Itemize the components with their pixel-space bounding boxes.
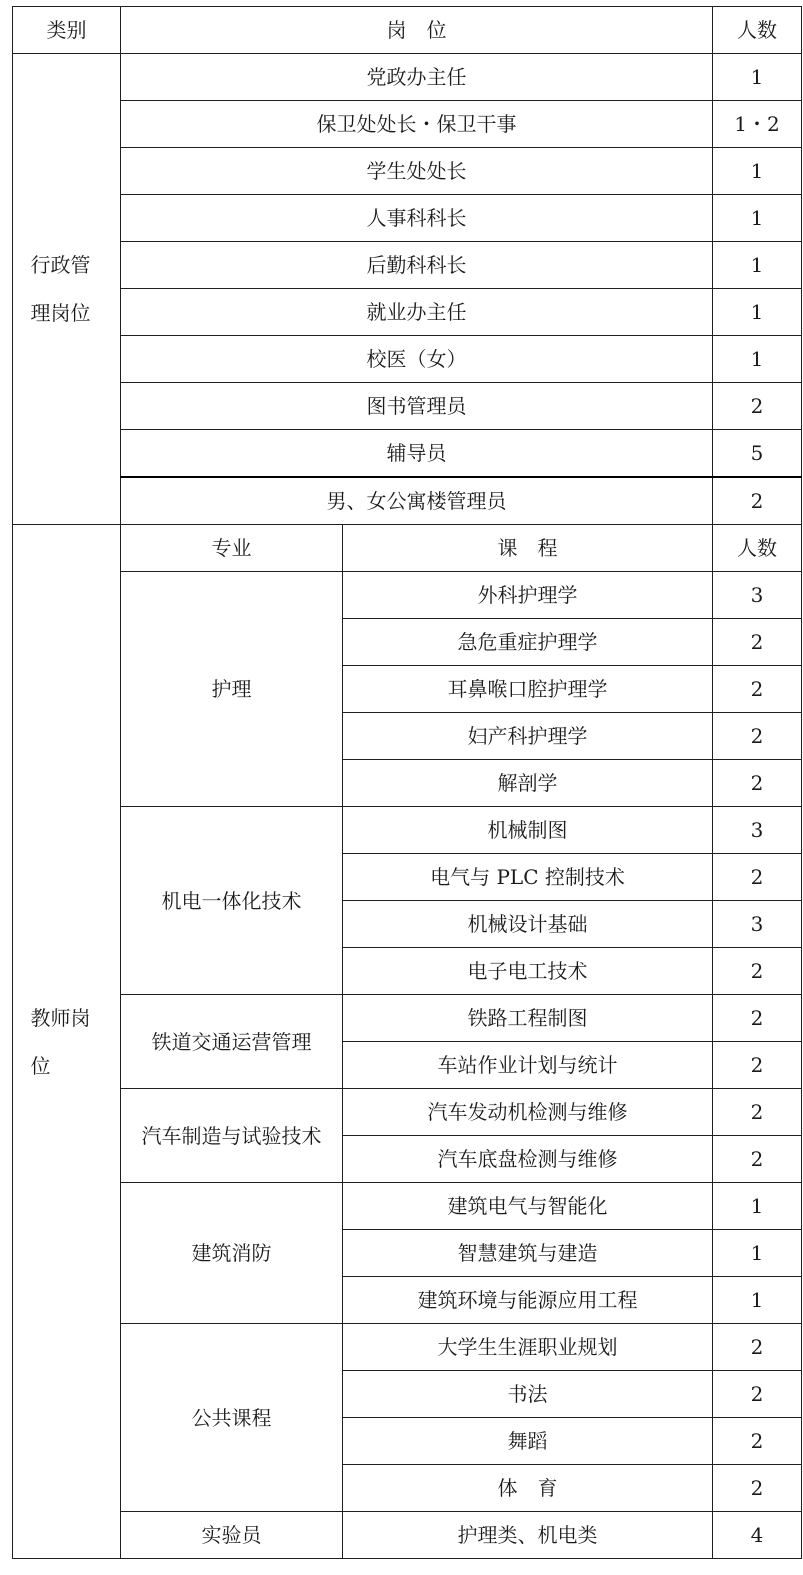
- recruitment-table: [12, 6, 802, 1559]
- admin-position: 后勤科科长: [121, 242, 713, 289]
- admin-row: [13, 195, 802, 242]
- admin-position: 学生处处长: [121, 148, 713, 195]
- major-cell: 建筑消防: [121, 1183, 343, 1324]
- course-row: [13, 1324, 802, 1371]
- course-row: [13, 572, 802, 619]
- course-count: 1: [713, 1183, 802, 1230]
- admin-count: 2: [713, 477, 802, 525]
- course-cell: 耳鼻喉口腔护理学: [343, 666, 713, 713]
- admin-row: [13, 477, 802, 525]
- major-cell: 机电一体化技术: [121, 807, 343, 995]
- admin-position: 人事科科长: [121, 195, 713, 242]
- header-count: 人数: [713, 7, 802, 54]
- subheader-course: 课 程: [343, 525, 713, 572]
- admin-position: 图书管理员: [121, 383, 713, 430]
- course-row: [13, 1512, 802, 1559]
- major-cell: 实验员: [121, 1512, 343, 1559]
- admin-row: [13, 242, 802, 289]
- admin-count: 2: [713, 383, 802, 430]
- major-cell: 公共课程: [121, 1324, 343, 1512]
- course-row: [13, 1183, 802, 1230]
- course-cell: 铁路工程制图: [343, 995, 713, 1042]
- admin-row: [13, 148, 802, 195]
- course-cell: 机械制图: [343, 807, 713, 854]
- admin-count: 1: [713, 336, 802, 383]
- admin-row: [13, 383, 802, 430]
- subheader-major: 专业: [121, 525, 343, 572]
- admin-position: 辅导员: [121, 430, 713, 478]
- course-count: 2: [713, 1042, 802, 1089]
- course-count: 1: [713, 1230, 802, 1277]
- course-cell: 解剖学: [343, 760, 713, 807]
- admin-position: 党政办主任: [121, 54, 713, 101]
- header-position: 岗 位: [121, 7, 713, 54]
- course-count: 2: [713, 1324, 802, 1371]
- course-count: 2: [713, 713, 802, 760]
- admin-row: [13, 336, 802, 383]
- course-count: 1: [713, 1277, 802, 1324]
- teacher-subheader-row: [13, 525, 802, 572]
- admin-row: [13, 289, 802, 336]
- course-cell: 外科护理学: [343, 572, 713, 619]
- course-cell: 大学生生涯职业规划: [343, 1324, 713, 1371]
- admin-count: 1: [713, 148, 802, 195]
- teacher-category-label: 教师岗位: [30, 1005, 91, 1078]
- admin-category: [13, 54, 121, 525]
- course-count: 4: [713, 1512, 802, 1559]
- admin-count: 1: [713, 54, 802, 101]
- admin-position: 校医（女）: [121, 336, 713, 383]
- course-count: 2: [713, 1136, 802, 1183]
- course-count: 2: [713, 666, 802, 713]
- course-cell: 电气与 PLC 控制技术: [343, 854, 713, 901]
- course-cell: 体 育: [343, 1465, 713, 1512]
- course-count: 3: [713, 901, 802, 948]
- course-count: 2: [713, 1089, 802, 1136]
- course-row: [13, 995, 802, 1042]
- course-count: 2: [713, 854, 802, 901]
- course-cell: 汽车发动机检测与维修: [343, 1089, 713, 1136]
- admin-count: 1: [713, 195, 802, 242]
- course-cell: 护理类、机电类: [343, 1512, 713, 1559]
- admin-row: [13, 54, 802, 101]
- course-cell: 建筑环境与能源应用工程: [343, 1277, 713, 1324]
- course-row: [13, 1089, 802, 1136]
- course-cell: 妇产科护理学: [343, 713, 713, 760]
- teacher-category: [13, 525, 121, 1559]
- course-cell: 电子电工技术: [343, 948, 713, 995]
- major-cell: 汽车制造与试验技术: [121, 1089, 343, 1183]
- course-count: 2: [713, 948, 802, 995]
- admin-count: 1: [713, 289, 802, 336]
- course-count: 2: [713, 760, 802, 807]
- major-cell: 护理: [121, 572, 343, 807]
- table-body: [13, 7, 802, 1559]
- course-cell: 机械设计基础: [343, 901, 713, 948]
- admin-position: 保卫处处长・保卫干事: [121, 101, 713, 148]
- admin-category-label: 行政管理岗位: [30, 253, 91, 325]
- admin-count: 1・2: [713, 101, 802, 148]
- header-row: [13, 7, 802, 54]
- course-row: [13, 807, 802, 854]
- major-cell: 铁道交通运营管理: [121, 995, 343, 1089]
- admin-count: 1: [713, 242, 802, 289]
- admin-row: [13, 101, 802, 148]
- course-cell: 急危重症护理学: [343, 619, 713, 666]
- admin-count: 5: [713, 430, 802, 478]
- course-count: 3: [713, 807, 802, 854]
- course-count: 2: [713, 1371, 802, 1418]
- subheader-count: 人数: [713, 525, 802, 572]
- course-cell: 舞蹈: [343, 1418, 713, 1465]
- course-count: 2: [713, 1465, 802, 1512]
- course-count: 2: [713, 1418, 802, 1465]
- admin-position: 男、女公寓楼管理员: [121, 477, 713, 525]
- course-cell: 车站作业计划与统计: [343, 1042, 713, 1089]
- course-cell: 建筑电气与智能化: [343, 1183, 713, 1230]
- header-category: 类别: [13, 7, 121, 54]
- admin-row: [13, 430, 802, 478]
- recruitment-table-container: [12, 6, 802, 1559]
- course-cell: 汽车底盘检测与维修: [343, 1136, 713, 1183]
- course-cell: 书法: [343, 1371, 713, 1418]
- course-count: 2: [713, 619, 802, 666]
- admin-position: 就业办主任: [121, 289, 713, 336]
- course-count: 3: [713, 572, 802, 619]
- course-count: 2: [713, 995, 802, 1042]
- course-cell: 智慧建筑与建造: [343, 1230, 713, 1277]
